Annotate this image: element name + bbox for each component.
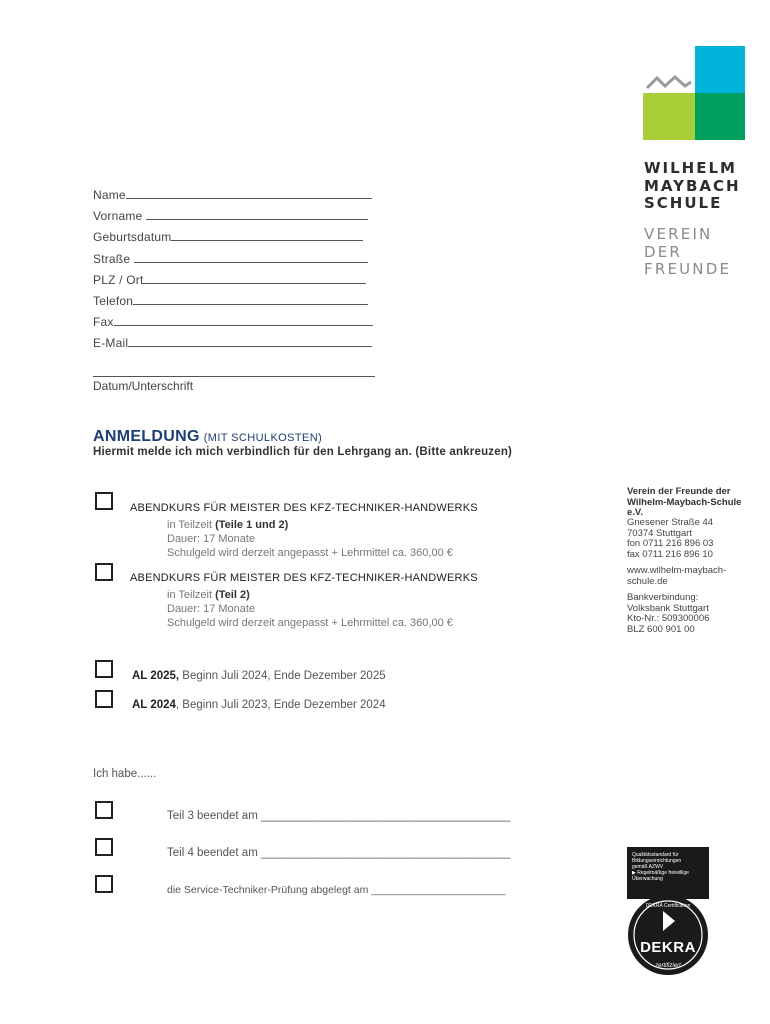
course-1-title: ABENDKURS FÜR MEISTER DES KFZ-TECHNIKER-HANDWERKS — [130, 502, 478, 514]
vorname-field[interactable]: Vorname — [93, 209, 368, 223]
course-1-duration: Dauer: 17 Monate — [167, 533, 256, 545]
page-title: ANMELDUNG (MIT SCHULKOSTEN) — [93, 428, 323, 445]
geburtsdatum-field[interactable]: Geburtsdatum — [93, 230, 363, 244]
dekra-seal — [627, 847, 709, 977]
school-name: WILHELM MAYBACH SCHULE — [644, 159, 741, 212]
logo-lime-square — [643, 93, 695, 140]
al-2024-label: AL 2024, Beginn Juli 2023, Ende Dezember 2024 — [132, 699, 386, 711]
teil-4-field[interactable]: Teil 4 beendet am _______________________________________ — [167, 847, 511, 859]
svg-text:DEKRA Certification: DEKRA Certification — [645, 903, 691, 909]
verein-website: www.wilhelm-maybach- schule.de — [627, 565, 727, 587]
verein-address: Gnesener Straße 44 70374 Stuttgart fon 0711 216 896 03 fax 0711 216 896 10 — [627, 517, 714, 560]
verein-name-block: Verein der Freunde der Wilhelm-Maybach-Schule e.V. — [627, 486, 742, 518]
teil-3-checkbox[interactable] — [95, 801, 113, 819]
course-1-checkbox[interactable] — [95, 492, 113, 510]
verein-bank: Bankverbindung: Volksbank Stuttgart Kto-Nr.: 509300006 BLZ 600 901 00 — [627, 592, 710, 635]
al-2025-checkbox[interactable] — [95, 660, 113, 678]
verein-name: VEREIN DER FREUNDE — [644, 225, 732, 278]
course-1-fee: Schulgeld wird derzeit angepasst + Lehrmittel ca. 360,00 € — [167, 547, 453, 559]
course-2-checkbox[interactable] — [95, 563, 113, 581]
al-2025-label: AL 2025, Beginn Juli 2024, Ende Dezember 2025 — [132, 670, 386, 682]
course-2-title: ABENDKURS FÜR MEISTER DES KFZ-TECHNIKER-HANDWERKS — [130, 572, 478, 584]
dekra-seal-text: Qualitätsstandard für Bildungseinrichtungen gemäß AZWV ▶ Regelmäßige freiwillige Überwachung — [627, 847, 709, 899]
course-1-mode: in Teilzeit (Teile 1 und 2) — [167, 519, 289, 531]
telefon-field[interactable]: Telefon — [93, 294, 368, 308]
email-field[interactable]: E-Mail — [93, 336, 372, 350]
logo-green-square — [695, 93, 745, 140]
ich-habe-label: Ich habe...... — [93, 768, 157, 780]
plz-ort-field[interactable]: PLZ / Ort — [93, 273, 366, 287]
mountain-icon — [645, 72, 693, 92]
service-pruefung-checkbox[interactable] — [95, 875, 113, 893]
course-2-fee: Schulgeld wird derzeit angepasst + Lehrmittel ca. 360,00 € — [167, 617, 453, 629]
dekra-brand: DEKRA — [640, 939, 696, 956]
strasse-field[interactable]: Straße — [93, 252, 368, 266]
logo-cyan-square — [695, 46, 745, 93]
school-logo — [643, 46, 745, 142]
course-2-duration: Dauer: 17 Monate — [167, 603, 256, 615]
page-subtitle: Hiermit melde ich mich verbindlich für den Lehrgang an. (Bitte ankreuzen) — [93, 446, 513, 458]
name-field[interactable]: Name — [93, 188, 372, 202]
signature-label: Datum/Unterschrift — [93, 379, 194, 393]
svg-text:zertifiziert: zertifiziert — [655, 963, 681, 969]
teil-3-field[interactable]: Teil 3 beendet am _______________________________________ — [167, 810, 511, 822]
fax-field[interactable]: Fax — [93, 315, 373, 329]
service-pruefung-field[interactable]: die Service-Techniker-Prüfung abgelegt am _______________________ — [167, 884, 506, 896]
dekra-seal-circle — [627, 893, 709, 977]
signature-line[interactable] — [93, 376, 375, 377]
course-2-mode: in Teilzeit (Teil 2) — [167, 589, 250, 601]
teil-4-checkbox[interactable] — [95, 838, 113, 856]
al-2024-checkbox[interactable] — [95, 690, 113, 708]
